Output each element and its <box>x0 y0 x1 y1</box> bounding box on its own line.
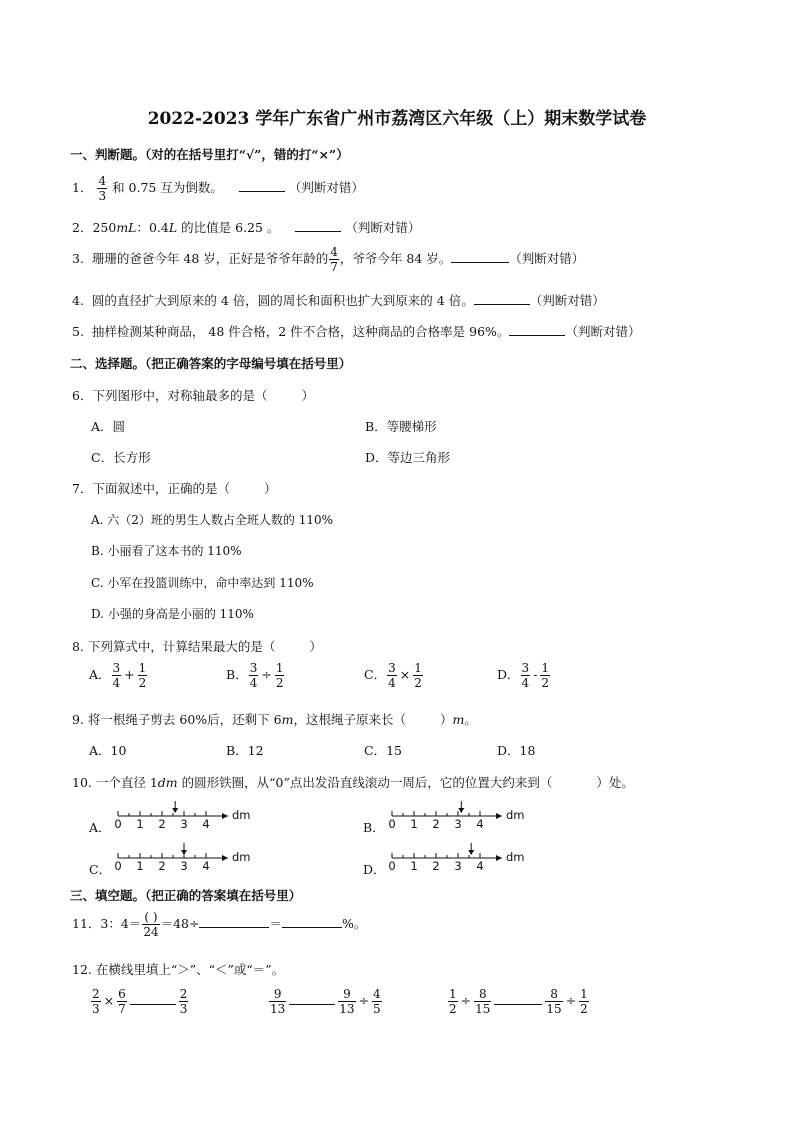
page-title: 2022-2023 学年广东省广州市荔湾区六年级（上）期末数学试卷 <box>147 109 647 129</box>
q6-close: ） <box>301 388 314 403</box>
q8-c-n2: 1 <box>414 661 422 675</box>
q8-a-n1: 3 <box>112 661 121 675</box>
axis-arrowhead <box>496 813 502 819</box>
q12-e3-d2: 15 <box>475 1002 491 1016</box>
q5-number: 5. <box>72 324 84 339</box>
q11-number: 11． <box>72 916 101 931</box>
q5-text: 抽样检测某种商品， 48 件合格，2 件不合格，这种商品的合格率是 96%。 <box>91 324 510 339</box>
q12-e2-n1: 9 <box>343 987 351 1001</box>
q12-e1-op: × <box>103 993 115 1008</box>
section-heading-3: 三、填空题。（把正确的答案填在括号里） <box>70 888 302 903</box>
q8-d-d1: 4 <box>521 676 530 690</box>
axis-arrowhead <box>222 855 228 861</box>
question-8 <box>72 637 322 655</box>
q11-ratio: 3：4＝ <box>100 916 142 931</box>
section-heading-1: 一、判断题。（对的在括号里打“√”，错的打“×”） <box>70 147 349 162</box>
q12-e3-d1: 2 <box>449 1002 457 1016</box>
q12-e1-n2: 6 <box>118 987 126 1001</box>
q7-close: ） <box>263 481 277 496</box>
tick-label: 3 <box>180 817 188 831</box>
q8-c-frac-1 <box>387 662 397 689</box>
q8-option-b[interactable] <box>226 662 285 689</box>
q8-a-frac-1 <box>112 662 122 689</box>
q1-answer-blank[interactable] <box>239 178 285 192</box>
q8-d-n2: 1 <box>541 661 550 675</box>
q3-frac-den: 7 <box>330 260 338 274</box>
q6-option-d[interactable]: D．等边三角形 <box>365 450 451 465</box>
q12-e3-frac-1 <box>448 988 458 1015</box>
q12-e2-frac-2 <box>372 988 382 1015</box>
tick-label: 2 <box>158 859 166 873</box>
question-10 <box>72 773 634 791</box>
q5-tail: （判断对错） <box>565 324 641 339</box>
q8-option-c[interactable] <box>364 662 424 689</box>
q8-c-op: × <box>399 667 411 682</box>
q12-e3-n2: 8 <box>478 987 487 1001</box>
q1-frac-num: 4 <box>98 174 107 188</box>
q4-tail: （判断对错） <box>529 293 605 308</box>
q10-label-b[interactable]: B． <box>363 820 385 835</box>
q12-e1-frac-1 <box>91 988 101 1015</box>
q3-number: 3. <box>72 251 84 266</box>
question-6 <box>72 386 314 404</box>
question-1 <box>72 175 364 202</box>
tick-label: 4 <box>476 817 484 831</box>
q12-e3-d3: 15 <box>546 1002 562 1016</box>
q8-close: ） <box>309 639 322 654</box>
q9-end: 。 <box>464 712 477 727</box>
q12-e3-blank[interactable] <box>494 991 542 1005</box>
question-11 <box>72 911 366 938</box>
q11-blank-1[interactable] <box>199 914 269 928</box>
q10-number-line-b <box>386 800 536 834</box>
q12-e1-blank[interactable] <box>130 991 176 1005</box>
q1-tail: （判断对错） <box>288 180 364 195</box>
q1-fraction <box>97 175 107 202</box>
question-5 <box>72 322 640 340</box>
q3-text-2: ，爷爷今年 84 岁。 <box>339 251 452 266</box>
axis-arrowhead <box>496 855 502 861</box>
q11-blank-2[interactable] <box>282 914 342 928</box>
q12-e2-ld: 13 <box>270 1002 286 1016</box>
q12-expression-2 <box>268 988 383 1015</box>
q10-close: ）处。 <box>596 775 634 790</box>
tick-label: 0 <box>114 859 122 873</box>
tick-label: 0 <box>114 817 122 831</box>
q10-stem-2: 的圆形铁圈，从“0”点出发沿直线滚动一周后，它的位置大约来到（ <box>177 775 553 790</box>
q12-e1-d1: 3 <box>92 1002 100 1016</box>
q9-unit: m <box>281 712 294 727</box>
tick-label: 1 <box>410 859 418 873</box>
q7-option-c[interactable]: C. 小军在投篮训练中，命中率达到 110% <box>91 576 314 590</box>
q12-expression-3 <box>447 988 590 1015</box>
q8-a-op: + <box>124 667 135 682</box>
q12-e2-blank[interactable] <box>289 991 335 1005</box>
q8-option-d[interactable] <box>497 662 551 689</box>
q12-e3-op2: ÷ <box>565 993 577 1008</box>
q3-tail: （判断对错） <box>509 251 585 266</box>
q12-e1-frac-2 <box>117 988 127 1015</box>
q3-answer-blank[interactable] <box>451 249 509 263</box>
q10-label-a[interactable]: A． <box>89 820 111 835</box>
q8-option-a[interactable] <box>89 662 148 689</box>
axis-arrowhead <box>222 813 228 819</box>
position-arrow-head <box>468 850 474 855</box>
q9-option-a[interactable]: A．10 <box>89 743 127 758</box>
q8-d-n1: 3 <box>521 661 530 675</box>
q12-e1-rn: 2 <box>179 987 188 1001</box>
q12-e3-n3: 8 <box>550 987 558 1001</box>
q10-stem-1: 10. 一个直径 1 <box>72 775 158 790</box>
q1-frac-den: 3 <box>98 189 107 203</box>
q2-value-a: 250 <box>92 220 117 235</box>
position-arrow-head <box>458 808 464 813</box>
tick-label: 3 <box>180 859 188 873</box>
q8-c-n1: 3 <box>388 661 396 675</box>
tick-label: 2 <box>432 859 440 873</box>
question-3 <box>72 246 584 273</box>
q7-stem: 7．下面叙述中，正确的是（ <box>72 481 230 496</box>
q12-e3-frac-4 <box>579 988 589 1015</box>
q12-e2-op: ÷ <box>358 993 370 1008</box>
q12-expression-1 <box>90 988 189 1015</box>
q12-e1-d2: 7 <box>118 1002 126 1016</box>
q1-number: 1． <box>72 180 93 195</box>
tick-label: 4 <box>476 859 484 873</box>
q12-e3-n1: 1 <box>449 987 457 1001</box>
tick-label: 2 <box>158 817 166 831</box>
q11-fraction <box>142 911 159 938</box>
q6-option-c[interactable]: C．长方形 <box>91 450 151 465</box>
q12-e3-d4: 2 <box>580 1002 588 1016</box>
q10-number-line-c <box>112 842 262 876</box>
q8-b-d1: 4 <box>249 676 258 690</box>
q10-label-d[interactable]: D． <box>363 862 386 877</box>
q12-e1-rd: 3 <box>179 1002 188 1016</box>
tick-label: 0 <box>388 817 396 831</box>
position-arrow-head <box>172 808 178 813</box>
q12-e3-frac-3 <box>545 988 562 1015</box>
q8-d-op: - <box>533 667 538 682</box>
question-2 <box>72 218 420 236</box>
tick-label: 4 <box>202 859 210 873</box>
q6-option-a[interactable]: A．圆 <box>91 419 126 434</box>
q2-value-b: ：0.4 <box>136 220 169 235</box>
q8-d-d2: 2 <box>541 676 550 690</box>
q8-label-c: C． <box>364 667 387 682</box>
tick-label: 3 <box>454 859 462 873</box>
axis-unit-label: dm <box>232 808 251 822</box>
q8-b-op: ÷ <box>261 667 272 682</box>
q7-option-d[interactable]: D. 小强的身高是小丽的 110% <box>91 607 254 621</box>
q2-unit-ml: mL <box>116 220 137 235</box>
q12-e3-frac-2 <box>474 988 491 1015</box>
q7-option-a[interactable]: A. 六（2）班的男生人数占全班人数的 110% <box>91 513 334 527</box>
q9-unit-2: m <box>452 712 465 727</box>
q9-stem-1: 9. 将一根绳子剪去 60%后，还剩下 6 <box>72 712 282 727</box>
q4-answer-blank[interactable] <box>474 291 530 305</box>
q11-percent: %。 <box>342 916 367 931</box>
q2-text: 的比值是 6.25 。 <box>177 220 280 235</box>
tick-label: 2 <box>432 817 440 831</box>
q2-number: 2． <box>72 220 93 235</box>
q7-option-b[interactable]: B. 小丽看了这本书的 110% <box>91 544 242 558</box>
q12-e2-frac-1 <box>338 988 355 1015</box>
tick-label: 1 <box>136 817 144 831</box>
q8-a-d2: 2 <box>138 676 147 690</box>
q6-stem: 6．下列图形中，对称轴最多的是（ <box>72 388 268 403</box>
q11-division: ＝48÷ <box>160 916 200 931</box>
q8-c-d1: 4 <box>388 676 396 690</box>
q12-e2-ln: 9 <box>273 987 282 1001</box>
q8-b-frac-2 <box>275 662 285 689</box>
q8-label-b: B． <box>226 667 248 682</box>
q8-a-n2: 1 <box>138 661 147 675</box>
q6-option-b[interactable]: B．等腰梯形 <box>365 419 437 434</box>
q9-option-b[interactable]: B．12 <box>226 743 264 758</box>
position-arrow-head <box>181 850 187 855</box>
q2-answer-blank[interactable] <box>295 218 341 232</box>
q12-e3-op1: ÷ <box>460 993 472 1008</box>
q8-c-d2: 2 <box>414 676 422 690</box>
q1-text: 和 0.75 互为倒数。 <box>112 180 223 195</box>
q10-unit: dm <box>157 775 178 790</box>
q4-number: 4. <box>72 293 84 308</box>
q12-e1-n1: 2 <box>92 987 100 1001</box>
q11-frac-den: 24 <box>143 925 159 939</box>
tick-label: 1 <box>136 859 144 873</box>
q12-e2-d2: 5 <box>373 1002 381 1016</box>
q8-b-frac-1 <box>249 662 259 689</box>
q8-label-a: A． <box>89 667 111 682</box>
q8-a-frac-2 <box>138 662 148 689</box>
q12-e2-frac-l <box>269 988 286 1015</box>
q9-stem-2: ，这根绳子原来长（ <box>293 712 406 727</box>
q2-tail: （判断对错） <box>345 220 421 235</box>
q8-a-d1: 4 <box>112 676 121 690</box>
q9-close: ） <box>439 712 453 727</box>
q9-option-c[interactable]: C．15 <box>364 743 402 758</box>
q8-c-frac-2 <box>413 662 423 689</box>
question-7 <box>72 479 276 497</box>
q8-b-d2: 2 <box>275 676 284 690</box>
q8-stem: 8. 下列算式中，计算结果最大的是（ <box>72 639 276 654</box>
q8-label-d: D． <box>497 667 520 682</box>
tick-label: 4 <box>202 817 210 831</box>
axis-unit-label: dm <box>232 850 251 864</box>
question-12-stem: 12. 在横线里填上“＞”、“＜”或“＝”。 <box>72 962 285 977</box>
q12-e1-frac-r <box>179 988 189 1015</box>
question-9 <box>72 710 477 728</box>
q11-equals: ＝ <box>269 916 282 931</box>
q8-d-frac-1 <box>521 662 531 689</box>
q3-text-1: 珊珊的爸爸今年 48 岁，正好是爷爷年龄的 <box>91 251 329 266</box>
tick-label: 1 <box>410 817 418 831</box>
q10-label-c[interactable]: C． <box>89 862 112 877</box>
q3-frac-num: 4 <box>330 245 338 259</box>
q5-answer-blank[interactable] <box>509 322 565 336</box>
q3-fraction <box>329 246 339 273</box>
q11-frac-num[interactable]: ( ) <box>144 910 158 924</box>
q8-b-n1: 3 <box>249 661 258 675</box>
question-4 <box>72 291 605 309</box>
q10-number-line-a <box>112 800 262 834</box>
q10-number-line-d <box>386 842 536 876</box>
q12-e3-n4: 1 <box>580 987 588 1001</box>
q12-e2-d1: 13 <box>339 1002 355 1016</box>
q2-unit-l: L <box>168 220 178 235</box>
q8-b-n2: 1 <box>275 661 284 675</box>
axis-unit-label: dm <box>506 850 525 864</box>
q9-option-d[interactable]: D．18 <box>497 743 536 758</box>
q8-d-frac-2 <box>540 662 550 689</box>
tick-label: 3 <box>454 817 462 831</box>
q12-e2-n2: 4 <box>373 987 381 1001</box>
axis-unit-label: dm <box>506 808 525 822</box>
tick-label: 0 <box>388 859 396 873</box>
q4-text: 圆的直径扩大到原来的 4 倍，圆的周长和面积也扩大到原来的 4 倍。 <box>91 293 474 308</box>
section-heading-2: 二、选择题。（把正确答案的字母编号填在括号里） <box>70 356 352 371</box>
